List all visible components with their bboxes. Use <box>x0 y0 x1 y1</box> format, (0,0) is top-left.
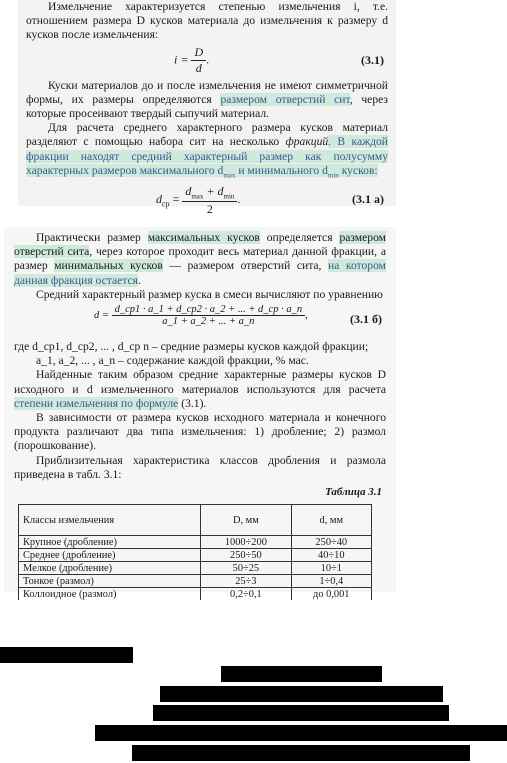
table-header: D, мм <box>201 505 291 536</box>
table-cell: 50÷25 <box>201 562 291 575</box>
paragraph-8: Найденные таким образом средние характерные размеры кусков D исходного и d измельченного материалов используются для расчета степени измельчения по формуле (3.1). <box>14 368 386 410</box>
paragraph-10: Приблизительная характеристика классов дробления и размола приведена в табл. 3.1: <box>14 453 386 481</box>
equation-3-1a: $d_{ср}$ = $\frac{d_{max} + d_{min}}{2}$ . (3.1 а) <box>156 184 384 216</box>
equation-number: (3.1 б) <box>350 312 382 327</box>
table-cell: 250÷40 <box>291 536 371 549</box>
table-row <box>19 536 372 549</box>
paragraph-2: Куски материалов до и после измельчения не имеют симметричной формы, их размеры определяются размером отверстий сит, через которые просеивают твердый сыпучий материал. <box>26 78 388 121</box>
table-cell: 25÷3 <box>201 575 291 588</box>
fraction: $\frac{D}{d}$ <box>191 45 206 76</box>
table-cell: 1000÷200 <box>201 536 291 549</box>
paragraph-4: Практически размер максимальных кусков определяется размером отверстий сита, через которое проходит весь материал данной фракции, а размер минимальных кусков — размером отверстий сита, на котором данная фракция остается. <box>14 231 387 287</box>
paragraph-3: Для расчета среднего характерного размера кусков материал разделяют с помощью набора сит на несколько фракций. В каждой фракции находят средний характерный размер как полусумму характерных размеров максимального $d_{max}$ и минимального $d_{min}$ кусков: <box>26 121 388 180</box>
table-cell: Мелкое (дробление) <box>19 562 201 575</box>
redaction-bar <box>221 666 382 682</box>
table-cell: 250÷50 <box>201 549 291 562</box>
equation-number: (3.1 а) <box>352 192 384 207</box>
table-cell: 0,2÷0,1 <box>201 588 291 601</box>
paragraph-6: где d_ср1, d_ср2, ... , d_ср n – средние размеры кусков каждой фракции; <box>14 340 369 354</box>
table-cell: Коллоидное (размол) <box>19 588 201 601</box>
table-row <box>19 588 372 601</box>
page-bottom <box>4 227 396 600</box>
table-cell: Крупное (дробление) <box>19 536 201 549</box>
table-cell: Тонкое (размол) <box>19 575 201 588</box>
table-row <box>19 562 372 575</box>
redaction-bar <box>0 647 133 663</box>
equation-number: (3.1) <box>361 52 384 67</box>
table-header-row <box>19 505 372 536</box>
table-header: d, мм <box>291 505 371 536</box>
paragraph-9: В зависимости от размера кусков исходного материала и конечного продукта различают два типа измельчения: 1) дробление; 2) размол (порошкование). <box>14 411 386 453</box>
table-header: Классы измельчения <box>19 505 201 536</box>
table-cell: 40÷10 <box>291 549 371 562</box>
table-row <box>19 549 372 562</box>
table-cell: 1÷0,4 <box>291 575 371 588</box>
table-row <box>19 575 372 588</box>
paragraph-7: a_1, a_2, ... , a_n – содержание каждой фракции, % мас. <box>36 354 309 368</box>
page-top <box>18 0 396 216</box>
redaction-bar <box>153 705 449 721</box>
table-cell: до 0,001 <box>291 588 371 601</box>
redaction-bar <box>95 725 507 741</box>
paragraph-5: Средний характерный размер куска в смеси вычисляют по уравнению <box>36 287 383 301</box>
fraction: $\frac{d\_ср1 \cdot a\_1 + d\_ср2 \cdot a\_2 + ... + d\_ср \cdot a\_n}{a\_1 + a\_2 + ... + a\_n}$ <box>112 304 306 327</box>
paragraph-1: Измельчение характеризуется степенью измельчения i, т.е. отношением размера D кусков материала до измельчения к размеру d кусков после измельчения: <box>26 0 388 42</box>
equation-3-1b: d = $\frac{d\_ср1 \cdot a\_1 + d\_ср2 \cdot a\_2 + ... + d\_ср \cdot a\_n}{a\_1 + a\_2 + ... + a\_n}$ , (3.1 б) <box>94 304 382 328</box>
highlight: размером отверстий сит <box>220 92 350 106</box>
redaction-bar <box>132 745 470 761</box>
highlight: . В каждой фракции находят средний характерный размер как полусумму характерных размеров максимального $d_{max}$ и минимального $d_{min}$ кусков: <box>26 135 388 180</box>
table-3-1 <box>18 504 372 600</box>
table-cell: Среднее (дробление) <box>19 549 201 562</box>
table-caption: Таблица 3.1 <box>325 486 382 499</box>
fraction: $\frac{d_{max} + d_{min}}{2}$ <box>182 184 237 216</box>
redaction-bar <box>160 686 443 702</box>
table-cell: 10÷1 <box>291 562 371 575</box>
equation-3-1: i = $\frac{D}{d}$ . (3.1) <box>174 44 384 75</box>
